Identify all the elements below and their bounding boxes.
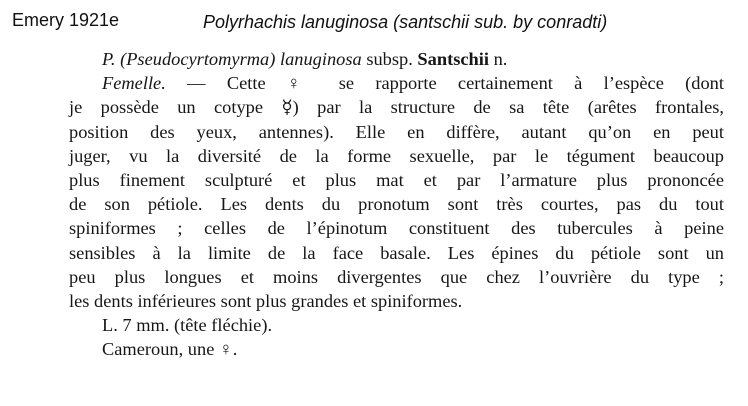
paragraph-line: juger, vu la diversité de la forme sexuelle, par le tégument beaucoup (69, 145, 724, 166)
species-title: P. (Pseudocyrtomyrma) lanuginosa subsp. Santschii n. (102, 49, 508, 69)
paragraph-line: plus finement sculpturé et plus mat et par l’armature plus prononcée (69, 170, 724, 191)
taxon-name: Polyrhachis lanuginosa (santschii sub. by conradti) (203, 12, 608, 32)
header (0, 10, 748, 38)
paragraph-line: les dents inférieures sont plus grandes et spiniformes. (69, 291, 463, 312)
locality: Cameroun, une ♀. (102, 339, 238, 360)
paragraph-line: de son pétiole. Les dents du pronotum sont très courtes, pas du tout (69, 194, 724, 215)
paragraph-line: Femelle. — Cette ♀ se rapporte certainement à l’espèce (dont (102, 73, 724, 94)
description-text (69, 47, 724, 362)
length-measurement: L. 7 mm. (tête fléchie). (102, 315, 273, 336)
paragraph-line: sensibles à la limite de la face basale. Les épines du pétiole sont un (69, 242, 724, 263)
citation: Emery 1921e (12, 10, 120, 30)
paragraph-line: je possède un cotype ☿) par la structure de sa tête (arêtes frontales, (69, 97, 724, 118)
paragraph-line: position des yeux, antennes). Elle en diffère, autant qu’on en peut (69, 121, 724, 142)
paragraph-line: spiniformes ; celles de l’épinotum constituent des tubercules à peine (69, 218, 724, 239)
paragraph-line: peu plus longues et moins divergentes que chez l’ouvrière du type ; (69, 266, 724, 287)
